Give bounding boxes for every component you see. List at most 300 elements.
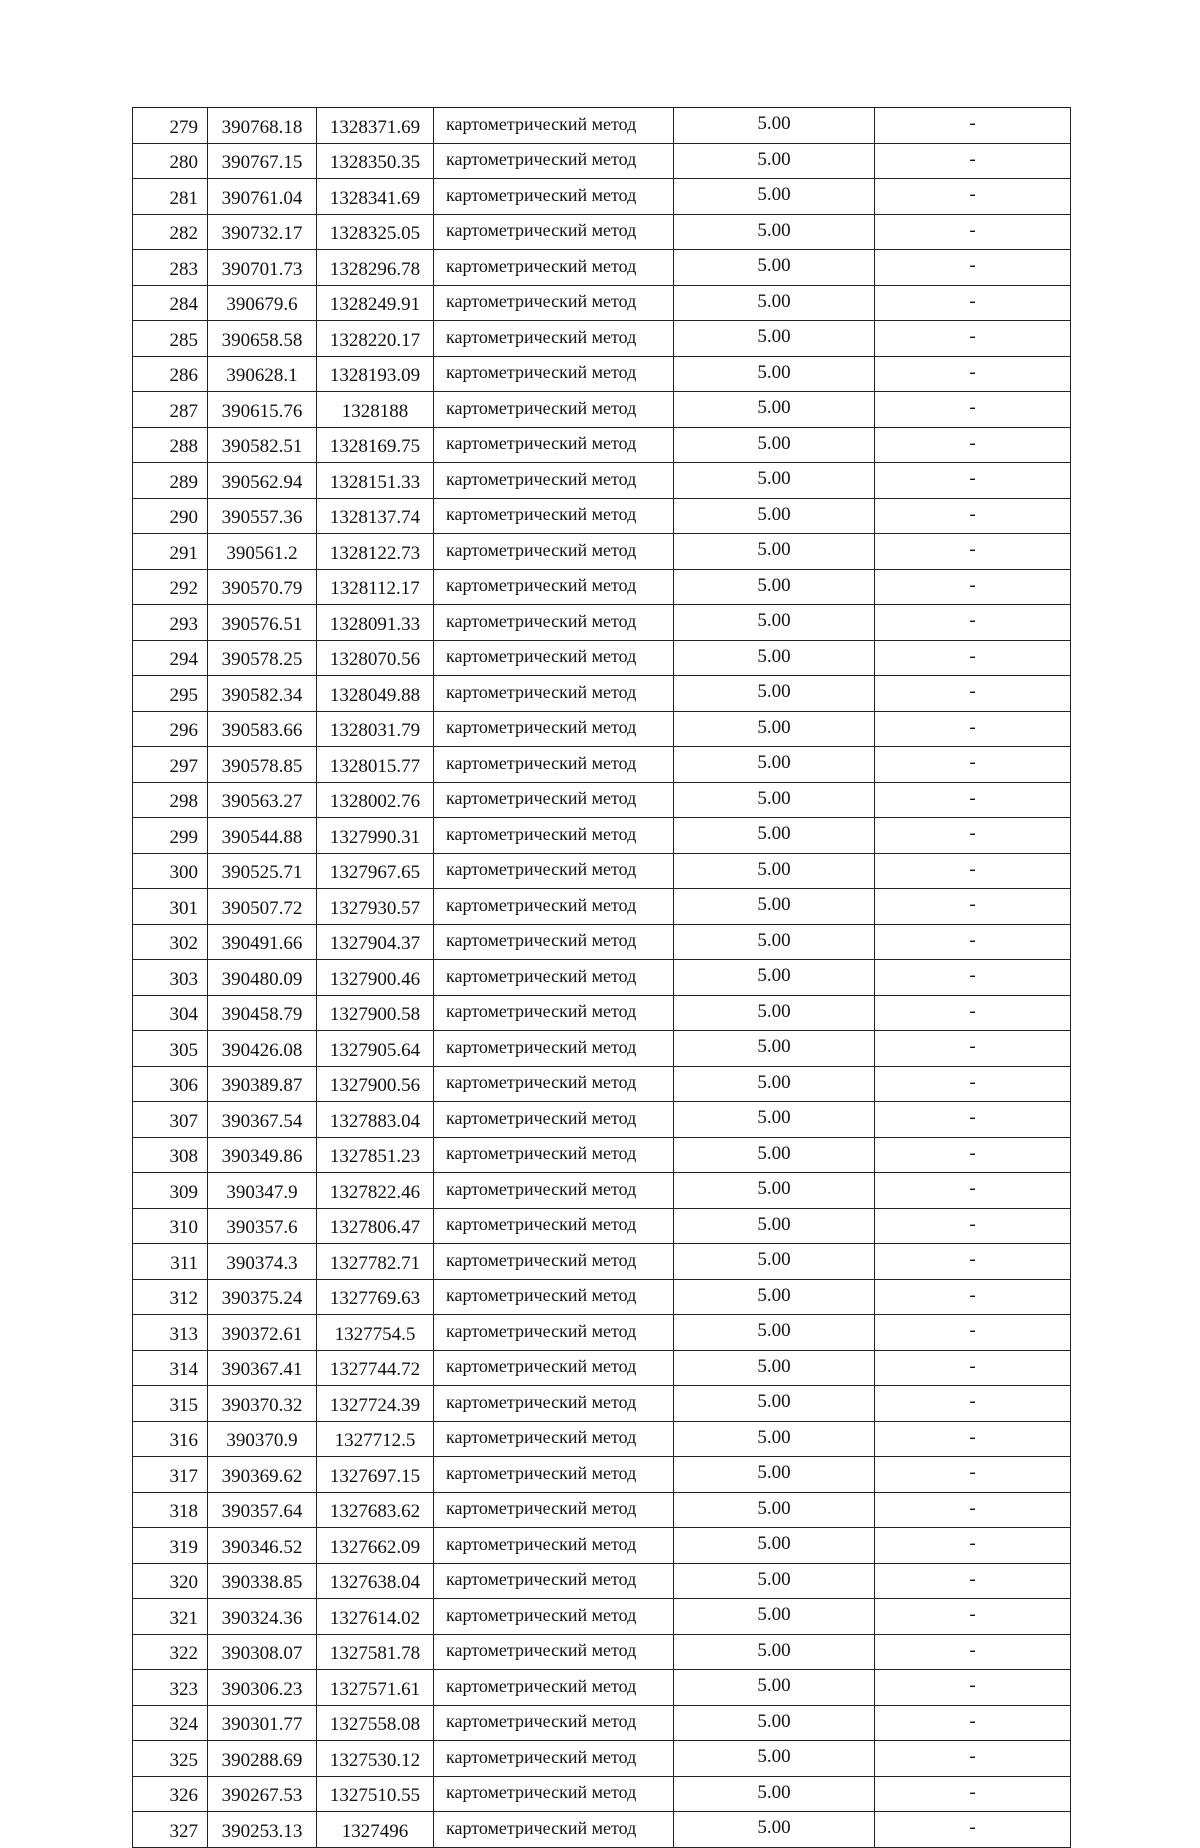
point-number: 326 (133, 1776, 208, 1812)
coordinate-y: 1327558.08 (317, 1705, 434, 1741)
point-description: - (875, 1031, 1071, 1067)
determination-method: картометрический метод (434, 356, 674, 392)
coordinate-y: 1327930.57 (317, 889, 434, 925)
determination-method: картометрический метод (434, 1670, 674, 1706)
point-description: - (875, 1705, 1071, 1741)
determination-method: картометрический метод (434, 1528, 674, 1564)
table-row (133, 321, 1071, 357)
accuracy-value: 5.00 (674, 427, 875, 463)
table-row (133, 1137, 1071, 1173)
point-description: - (875, 711, 1071, 747)
accuracy-value: 5.00 (674, 1279, 875, 1315)
point-number: 293 (133, 605, 208, 641)
point-description: - (875, 179, 1071, 215)
accuracy-value: 5.00 (674, 1741, 875, 1777)
coordinate-y: 1328341.69 (317, 179, 434, 215)
accuracy-value: 5.00 (674, 1208, 875, 1244)
coordinate-y: 1328151.33 (317, 463, 434, 499)
coordinate-x: 390562.94 (208, 463, 317, 499)
accuracy-value: 5.00 (674, 924, 875, 960)
coordinate-x: 390582.51 (208, 427, 317, 463)
point-number: 313 (133, 1315, 208, 1351)
coordinate-x: 390369.62 (208, 1457, 317, 1493)
point-number: 310 (133, 1208, 208, 1244)
table-row (133, 179, 1071, 215)
determination-method: картометрический метод (434, 1066, 674, 1102)
accuracy-value: 5.00 (674, 534, 875, 570)
determination-method: картометрический метод (434, 1705, 674, 1741)
accuracy-value: 5.00 (674, 640, 875, 676)
point-description: - (875, 1066, 1071, 1102)
table-row (133, 1244, 1071, 1280)
coordinate-x: 390458.79 (208, 995, 317, 1031)
accuracy-value: 5.00 (674, 392, 875, 428)
coordinate-y: 1328220.17 (317, 321, 434, 357)
table-row (133, 1776, 1071, 1812)
coordinate-y: 1327638.04 (317, 1563, 434, 1599)
table-row (133, 1528, 1071, 1564)
determination-method: картометрический метод (434, 1315, 674, 1351)
coordinate-x: 390563.27 (208, 782, 317, 818)
point-description: - (875, 1315, 1071, 1351)
point-description: - (875, 782, 1071, 818)
table-row (133, 1563, 1071, 1599)
coordinate-x: 390301.77 (208, 1705, 317, 1741)
point-number: 302 (133, 924, 208, 960)
coordinate-y: 1327571.61 (317, 1670, 434, 1706)
coordinate-y: 1327724.39 (317, 1386, 434, 1422)
point-description: - (875, 1137, 1071, 1173)
point-number: 324 (133, 1705, 208, 1741)
point-number: 304 (133, 995, 208, 1031)
point-description: - (875, 747, 1071, 783)
coordinate-x: 390253.13 (208, 1812, 317, 1848)
table-row (133, 676, 1071, 712)
determination-method: картометрический метод (434, 1776, 674, 1812)
table-row (133, 889, 1071, 925)
accuracy-value: 5.00 (674, 143, 875, 179)
determination-method: картометрический метод (434, 924, 674, 960)
table-row (133, 1634, 1071, 1670)
accuracy-value: 5.00 (674, 960, 875, 996)
coordinate-x: 390701.73 (208, 250, 317, 286)
coordinate-x: 390767.15 (208, 143, 317, 179)
point-number: 286 (133, 356, 208, 392)
point-description: - (875, 640, 1071, 676)
determination-method: картометрический метод (434, 250, 674, 286)
point-description: - (875, 995, 1071, 1031)
accuracy-value: 5.00 (674, 1031, 875, 1067)
accuracy-value: 5.00 (674, 1492, 875, 1528)
point-description: - (875, 1208, 1071, 1244)
point-description: - (875, 1634, 1071, 1670)
determination-method: картометрический метод (434, 960, 674, 996)
point-number: 306 (133, 1066, 208, 1102)
determination-method: картометрический метод (434, 498, 674, 534)
point-number: 299 (133, 818, 208, 854)
accuracy-value: 5.00 (674, 285, 875, 321)
coordinate-y: 1327712.5 (317, 1421, 434, 1457)
coordinate-y: 1327496 (317, 1812, 434, 1848)
accuracy-value: 5.00 (674, 1528, 875, 1564)
accuracy-value: 5.00 (674, 1563, 875, 1599)
table-row (133, 640, 1071, 676)
table-row (133, 143, 1071, 179)
coordinate-y: 1327905.64 (317, 1031, 434, 1067)
point-description: - (875, 1741, 1071, 1777)
accuracy-value: 5.00 (674, 321, 875, 357)
coordinate-x: 390375.24 (208, 1279, 317, 1315)
point-description: - (875, 853, 1071, 889)
determination-method: картометрический метод (434, 285, 674, 321)
accuracy-value: 5.00 (674, 1066, 875, 1102)
coordinate-y: 1328169.75 (317, 427, 434, 463)
point-description: - (875, 1670, 1071, 1706)
determination-method: картометрический метод (434, 640, 674, 676)
point-number: 298 (133, 782, 208, 818)
coordinate-x: 390507.72 (208, 889, 317, 925)
point-number: 292 (133, 569, 208, 605)
table-row (133, 853, 1071, 889)
coordinate-y: 1327900.56 (317, 1066, 434, 1102)
coordinate-y: 1327662.09 (317, 1528, 434, 1564)
coordinate-x: 390658.58 (208, 321, 317, 357)
accuracy-value: 5.00 (674, 818, 875, 854)
coordinate-x: 390347.9 (208, 1173, 317, 1209)
point-number: 323 (133, 1670, 208, 1706)
determination-method: картометрический метод (434, 853, 674, 889)
point-description: - (875, 818, 1071, 854)
determination-method: картометрический метод (434, 995, 674, 1031)
point-number: 281 (133, 179, 208, 215)
coordinate-x: 390570.79 (208, 569, 317, 605)
table-row (133, 1173, 1071, 1209)
table-row (133, 1705, 1071, 1741)
point-number: 316 (133, 1421, 208, 1457)
determination-method: картометрический метод (434, 392, 674, 428)
point-description: - (875, 427, 1071, 463)
point-number: 284 (133, 285, 208, 321)
point-number: 307 (133, 1102, 208, 1138)
coordinate-y: 1328091.33 (317, 605, 434, 641)
coordinate-y: 1328031.79 (317, 711, 434, 747)
table-row (133, 1457, 1071, 1493)
table-row (133, 427, 1071, 463)
coordinate-y: 1328002.76 (317, 782, 434, 818)
point-number: 311 (133, 1244, 208, 1280)
point-number: 294 (133, 640, 208, 676)
table-row (133, 995, 1071, 1031)
table-row (133, 960, 1071, 996)
determination-method: картометрический метод (434, 1173, 674, 1209)
determination-method: картометрический метод (434, 747, 674, 783)
table-row (133, 1066, 1071, 1102)
coordinate-y: 1327614.02 (317, 1599, 434, 1635)
table-row (133, 1421, 1071, 1457)
point-number: 317 (133, 1457, 208, 1493)
coordinate-y: 1328070.56 (317, 640, 434, 676)
coordinate-x: 390389.87 (208, 1066, 317, 1102)
table-row (133, 285, 1071, 321)
table-row (133, 1279, 1071, 1315)
coordinate-x: 390306.23 (208, 1670, 317, 1706)
coordinate-y: 1328137.74 (317, 498, 434, 534)
coordinate-x: 390578.85 (208, 747, 317, 783)
accuracy-value: 5.00 (674, 179, 875, 215)
accuracy-value: 5.00 (674, 108, 875, 144)
determination-method: картометрический метод (434, 711, 674, 747)
accuracy-value: 5.00 (674, 1670, 875, 1706)
determination-method: картометрический метод (434, 108, 674, 144)
point-number: 309 (133, 1173, 208, 1209)
point-description: - (875, 498, 1071, 534)
accuracy-value: 5.00 (674, 1137, 875, 1173)
table-row (133, 534, 1071, 570)
point-number: 291 (133, 534, 208, 570)
accuracy-value: 5.00 (674, 747, 875, 783)
accuracy-value: 5.00 (674, 605, 875, 641)
coordinate-x: 390679.6 (208, 285, 317, 321)
determination-method: картометрический метод (434, 1102, 674, 1138)
table-row (133, 1315, 1071, 1351)
coordinates-table (132, 107, 1071, 1848)
accuracy-value: 5.00 (674, 1812, 875, 1848)
table-row (133, 1031, 1071, 1067)
accuracy-value: 5.00 (674, 889, 875, 925)
coordinate-x: 390324.36 (208, 1599, 317, 1635)
coordinate-y: 1328188 (317, 392, 434, 428)
coordinate-y: 1327754.5 (317, 1315, 434, 1351)
determination-method: картометрический метод (434, 1421, 674, 1457)
determination-method: картометрический метод (434, 321, 674, 357)
point-number: 303 (133, 960, 208, 996)
coordinate-y: 1327530.12 (317, 1741, 434, 1777)
point-description: - (875, 1173, 1071, 1209)
determination-method: картометрический метод (434, 1350, 674, 1386)
coordinate-x: 390491.66 (208, 924, 317, 960)
determination-method: картометрический метод (434, 463, 674, 499)
point-number: 280 (133, 143, 208, 179)
table-row (133, 924, 1071, 960)
coordinate-y: 1327990.31 (317, 818, 434, 854)
point-number: 321 (133, 1599, 208, 1635)
coordinate-y: 1327581.78 (317, 1634, 434, 1670)
coordinate-y: 1327900.46 (317, 960, 434, 996)
point-number: 327 (133, 1812, 208, 1848)
point-description: - (875, 605, 1071, 641)
coordinate-x: 390267.53 (208, 1776, 317, 1812)
coordinate-y: 1328296.78 (317, 250, 434, 286)
table-row (133, 747, 1071, 783)
point-description: - (875, 1421, 1071, 1457)
determination-method: картометрический метод (434, 1244, 674, 1280)
table-row (133, 356, 1071, 392)
coordinate-y: 1327900.58 (317, 995, 434, 1031)
coordinate-y: 1327904.37 (317, 924, 434, 960)
point-number: 320 (133, 1563, 208, 1599)
point-description: - (875, 463, 1071, 499)
determination-method: картометрический метод (434, 782, 674, 818)
coordinate-y: 1327967.65 (317, 853, 434, 889)
point-description: - (875, 676, 1071, 712)
point-description: - (875, 1350, 1071, 1386)
coordinate-y: 1327806.47 (317, 1208, 434, 1244)
coordinate-x: 390761.04 (208, 179, 317, 215)
point-number: 315 (133, 1386, 208, 1422)
determination-method: картометрический метод (434, 143, 674, 179)
determination-method: картометрический метод (434, 1563, 674, 1599)
coordinate-x: 390288.69 (208, 1741, 317, 1777)
point-number: 312 (133, 1279, 208, 1315)
point-description: - (875, 214, 1071, 250)
accuracy-value: 5.00 (674, 1776, 875, 1812)
coordinate-x: 390346.52 (208, 1528, 317, 1564)
table-row (133, 605, 1071, 641)
accuracy-value: 5.00 (674, 356, 875, 392)
point-description: - (875, 1386, 1071, 1422)
point-number: 325 (133, 1741, 208, 1777)
point-number: 287 (133, 392, 208, 428)
accuracy-value: 5.00 (674, 250, 875, 286)
point-number: 282 (133, 214, 208, 250)
accuracy-value: 5.00 (674, 1102, 875, 1138)
coordinate-x: 390615.76 (208, 392, 317, 428)
point-number: 285 (133, 321, 208, 357)
determination-method: картометрический метод (434, 1634, 674, 1670)
point-description: - (875, 392, 1071, 428)
point-description: - (875, 534, 1071, 570)
coordinate-y: 1328122.73 (317, 534, 434, 570)
point-description: - (875, 143, 1071, 179)
accuracy-value: 5.00 (674, 1350, 875, 1386)
coordinate-x: 390349.86 (208, 1137, 317, 1173)
coordinate-y: 1328015.77 (317, 747, 434, 783)
coordinate-y: 1327851.23 (317, 1137, 434, 1173)
point-number: 283 (133, 250, 208, 286)
table-body (133, 108, 1071, 1848)
coordinate-x: 390582.34 (208, 676, 317, 712)
point-description: - (875, 1599, 1071, 1635)
accuracy-value: 5.00 (674, 711, 875, 747)
point-number: 319 (133, 1528, 208, 1564)
coordinate-x: 390367.41 (208, 1350, 317, 1386)
point-description: - (875, 569, 1071, 605)
coordinate-y: 1328049.88 (317, 676, 434, 712)
determination-method: картометрический метод (434, 605, 674, 641)
coordinate-x: 390525.71 (208, 853, 317, 889)
point-description: - (875, 108, 1071, 144)
table-row (133, 108, 1071, 144)
accuracy-value: 5.00 (674, 853, 875, 889)
point-description: - (875, 1528, 1071, 1564)
point-description: - (875, 889, 1071, 925)
coordinate-y: 1327510.55 (317, 1776, 434, 1812)
coordinate-y: 1327744.72 (317, 1350, 434, 1386)
coordinate-x: 390557.36 (208, 498, 317, 534)
determination-method: картометрический метод (434, 818, 674, 854)
determination-method: картометрический метод (434, 889, 674, 925)
coordinate-y: 1328350.35 (317, 143, 434, 179)
coordinate-x: 390357.6 (208, 1208, 317, 1244)
coordinate-y: 1327697.15 (317, 1457, 434, 1493)
table-row (133, 818, 1071, 854)
table-row (133, 498, 1071, 534)
point-description: - (875, 924, 1071, 960)
point-description: - (875, 356, 1071, 392)
point-number: 305 (133, 1031, 208, 1067)
coordinate-x: 390578.25 (208, 640, 317, 676)
table-row (133, 1812, 1071, 1848)
coordinate-x: 390480.09 (208, 960, 317, 996)
coordinate-x: 390583.66 (208, 711, 317, 747)
point-description: - (875, 1244, 1071, 1280)
determination-method: картометрический метод (434, 427, 674, 463)
determination-method: картометрический метод (434, 179, 674, 215)
point-description: - (875, 960, 1071, 996)
point-number: 300 (133, 853, 208, 889)
table-row (133, 463, 1071, 499)
table-row (133, 1386, 1071, 1422)
determination-method: картометрический метод (434, 1031, 674, 1067)
accuracy-value: 5.00 (674, 1244, 875, 1280)
table-row (133, 782, 1071, 818)
determination-method: картометрический метод (434, 1137, 674, 1173)
coordinate-x: 390372.61 (208, 1315, 317, 1351)
coordinate-x: 390370.9 (208, 1421, 317, 1457)
accuracy-value: 5.00 (674, 214, 875, 250)
coordinate-y: 1327782.71 (317, 1244, 434, 1280)
accuracy-value: 5.00 (674, 1173, 875, 1209)
coordinate-x: 390544.88 (208, 818, 317, 854)
point-number: 290 (133, 498, 208, 534)
determination-method: картометрический метод (434, 1741, 674, 1777)
coordinate-x: 390768.18 (208, 108, 317, 144)
determination-method: картометрический метод (434, 1599, 674, 1635)
determination-method: картометрический метод (434, 1279, 674, 1315)
table-row (133, 214, 1071, 250)
point-number: 295 (133, 676, 208, 712)
coordinate-y: 1328325.05 (317, 214, 434, 250)
table-row (133, 1102, 1071, 1138)
accuracy-value: 5.00 (674, 1457, 875, 1493)
coordinate-y: 1327683.62 (317, 1492, 434, 1528)
accuracy-value: 5.00 (674, 1386, 875, 1422)
coordinate-x: 390628.1 (208, 356, 317, 392)
accuracy-value: 5.00 (674, 1315, 875, 1351)
accuracy-value: 5.00 (674, 1705, 875, 1741)
table-row (133, 392, 1071, 428)
accuracy-value: 5.00 (674, 782, 875, 818)
coordinate-x: 390576.51 (208, 605, 317, 641)
determination-method: картометрический метод (434, 534, 674, 570)
accuracy-value: 5.00 (674, 463, 875, 499)
determination-method: картометрический метод (434, 214, 674, 250)
table-row (133, 1599, 1071, 1635)
coordinate-y: 1328112.17 (317, 569, 434, 605)
coordinate-x: 390426.08 (208, 1031, 317, 1067)
coordinate-x: 390374.3 (208, 1244, 317, 1280)
point-description: - (875, 1279, 1071, 1315)
coordinate-x: 390338.85 (208, 1563, 317, 1599)
determination-method: картометрический метод (434, 1457, 674, 1493)
accuracy-value: 5.00 (674, 1599, 875, 1635)
point-number: 279 (133, 108, 208, 144)
table-row (133, 569, 1071, 605)
determination-method: картометрический метод (434, 569, 674, 605)
accuracy-value: 5.00 (674, 676, 875, 712)
point-number: 297 (133, 747, 208, 783)
determination-method: картометрический метод (434, 676, 674, 712)
